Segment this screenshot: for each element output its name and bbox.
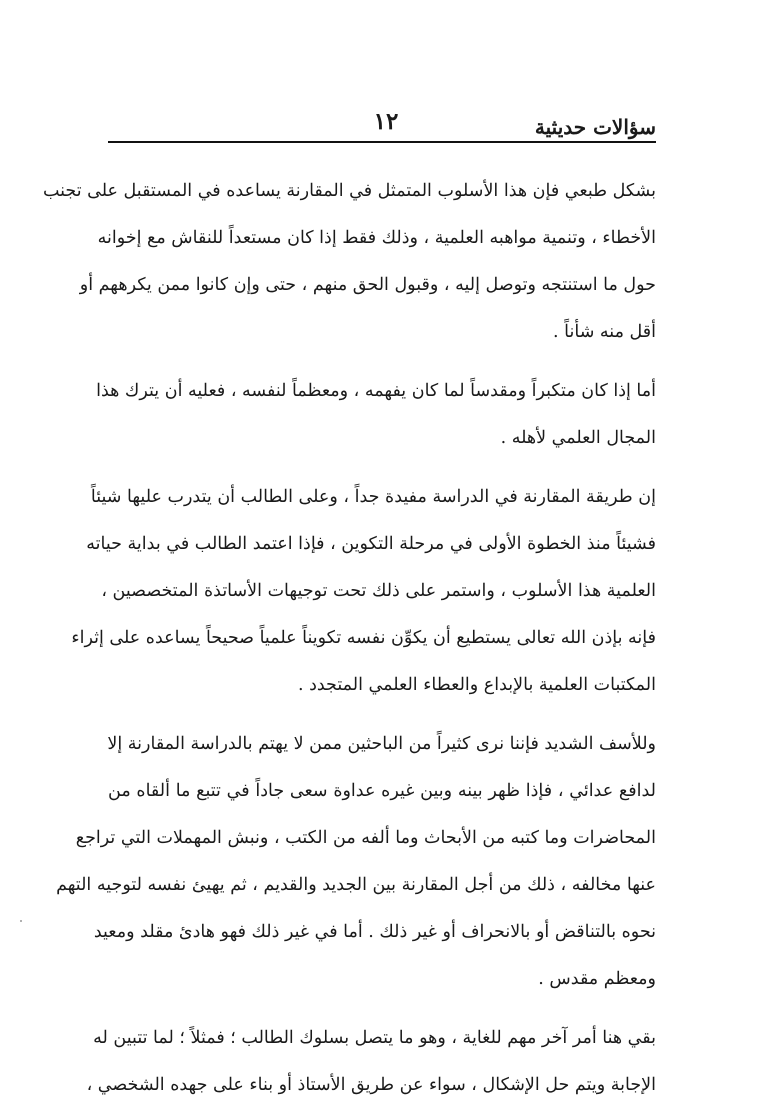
- paragraph: [42, 168, 656, 356]
- text-line: لدافع عدائي ، فإذا ظهر بينه وبين غيره عداوة سعى جاداً في تتبع ما ألقاه من: [108, 781, 656, 801]
- paragraph: [96, 368, 656, 462]
- text-line: فإنه بإذن الله تعالى يستطيع أن يكوِّن نفسه تكويناً علمياً صحيحاً يساعده على إثراء: [71, 628, 656, 648]
- text-line: حول ما استنتجه وتوصل إليه ، وقبول الحق منهم ، حتى وإن كانوا ممن يكرههم أو: [79, 275, 656, 295]
- running-title: سؤالات حديثية: [534, 115, 656, 139]
- header-rule: [108, 141, 656, 143]
- text-line: المكتبات العلمية بالإبداع والعطاء العلمي المتجدد .: [297, 675, 656, 695]
- text-line: العلمية هذا الأسلوب ، واستمر على ذلك تحت توجيهات الأساتذة المتخصصين ،: [101, 581, 656, 601]
- text-line: المحاضرات وما كتبه من الأبحاث وما ألفه من الكتب ، ونبش المهملات التي تراجع: [75, 828, 656, 848]
- text-line: وللأسف الشديد فإننا نرى كثيراً من الباحثين ممن لا يهتم بالدراسة المقارنة إلا: [107, 734, 656, 754]
- text-line: المجال العلمي لأهله .: [500, 428, 656, 448]
- text-line: بشكل طبعي فإن هذا الأسلوب المتمثل في المقارنة يساعده في المستقبل على تجنب: [42, 181, 656, 201]
- body-text: [42, 168, 656, 1109]
- text-line: الأخطاء ، وتنمية مواهبه العلمية ، وذلك فقط إذا كان مستعداً للنقاش مع إخوانه: [97, 228, 656, 248]
- page-header: [108, 108, 656, 142]
- text-line: إن طريقة المقارنة في الدراسة مفيدة جداً ، وعلى الطالب أن يتدرب عليها شيئاً: [90, 487, 656, 507]
- paragraph: [86, 1015, 656, 1109]
- text-line: نحوه بالتناقض أو بالانحراف أو غير ذلك . أما في غير ذلك فهو هادئ مقلد ومعيد: [93, 922, 656, 942]
- page-number: ١٢: [373, 108, 399, 135]
- text-line: بقي هنا أمر آخر مهم للغاية ، وهو ما يتصل بسلوك الطالب ؛ فمثلاً ؛ لما تتبين له: [93, 1028, 656, 1048]
- margin-speck: [20, 920, 22, 922]
- text-line: ومعظم مقدس .: [538, 969, 656, 989]
- paragraph: [56, 721, 656, 1003]
- text-line: فشيئاً منذ الخطوة الأولى في مرحلة التكوين ، فإذا اعتمد الطالب في بداية حياته: [86, 534, 656, 554]
- text-line: الإجابة ويتم حل الإشكال ، سواء عن طريق الأستاذ أو بناء على جهده الشخصي ،: [86, 1075, 656, 1095]
- text-line: أقل منه شأناً .: [553, 322, 656, 342]
- text-line: أما إذا كان متكبراً ومقدساً لما كان يفهمه ، ومعظماً لنفسه ، فعليه أن يترك هذا: [96, 381, 656, 401]
- text-line: عنها مخالفه ، ذلك من أجل المقارنة بين الجديد والقديم ، ثم يهيئ نفسه لتوجيه التهم: [56, 875, 656, 895]
- paragraph: [71, 474, 656, 709]
